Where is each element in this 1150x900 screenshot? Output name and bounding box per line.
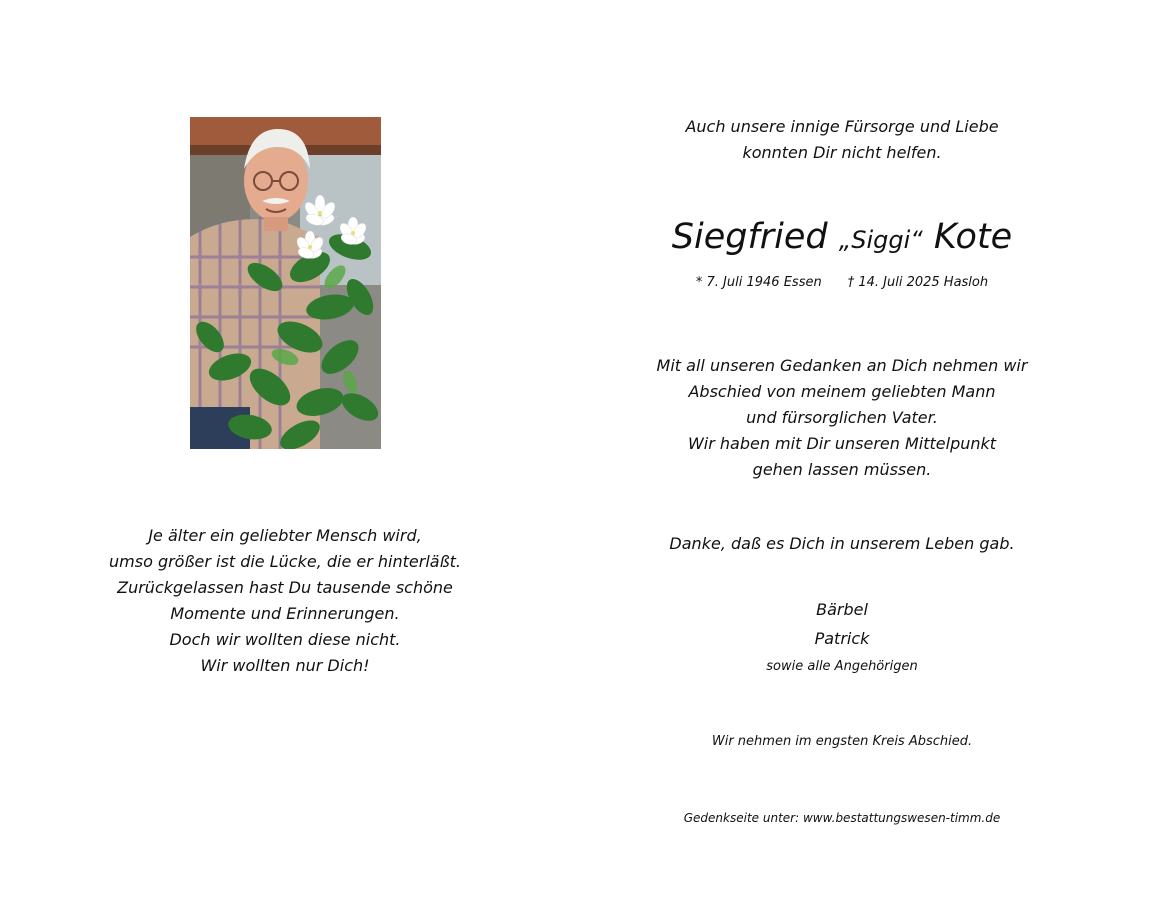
poem-line: Momente und Erinnerungen. xyxy=(170,604,400,623)
first-name: Siegfried xyxy=(671,217,828,257)
signer-name: Patrick xyxy=(814,629,870,648)
poem-line: Wir wollten nur Dich! xyxy=(200,656,370,675)
poem-line: Je älter ein geliebter Mensch wird, xyxy=(148,526,422,545)
birth-date: * 7. Juli 1946 Essen xyxy=(695,275,822,290)
poem-line: Doch wir wollten diese nicht. xyxy=(169,630,401,649)
portrait-photo-icon xyxy=(190,117,381,449)
thanks-text: Danke, daß es Dich in unserem Leben gab. xyxy=(669,534,1015,553)
portrait-photo xyxy=(190,117,381,449)
signer-name: Bärbel xyxy=(816,600,868,619)
farewell-line: Mit all unseren Gedanken an Dich nehmen wir xyxy=(656,356,1028,375)
memorial-link[interactable]: Gedenkseite unter: www.bestattungswesen-timm.de xyxy=(683,811,1001,825)
intro-line: Auch unsere innige Fürsorge und Liebe xyxy=(685,117,999,136)
last-name: Kote xyxy=(933,217,1013,257)
signers xyxy=(612,595,1072,653)
farewell-text xyxy=(612,353,1072,483)
relatives-text: sowie alle Angehörigen xyxy=(766,659,918,674)
intro-text xyxy=(612,114,1072,166)
intro-line: konnten Dir nicht helfen. xyxy=(742,143,942,162)
nickname: „Siggi“ xyxy=(838,226,923,254)
poem-line: umso größer ist die Lücke, die er hinterläßt. xyxy=(109,552,461,571)
poem xyxy=(70,523,500,679)
private-notice: Wir nehmen im engsten Kreis Abschied. xyxy=(711,734,973,749)
life-dates xyxy=(612,273,1072,293)
farewell-line: gehen lassen müssen. xyxy=(752,460,932,479)
farewell-line: Wir haben mit Dir unseren Mittelpunkt xyxy=(687,434,997,453)
farewell-line: Abschied von meinem geliebten Mann xyxy=(688,382,996,401)
farewell-line: und fürsorglichen Vater. xyxy=(746,408,938,427)
poem-line: Zurückgelassen hast Du tausende schöne xyxy=(117,578,453,597)
death-date: † 14. Juli 2025 Hasloh xyxy=(847,275,989,290)
deceased-name xyxy=(612,212,1072,265)
